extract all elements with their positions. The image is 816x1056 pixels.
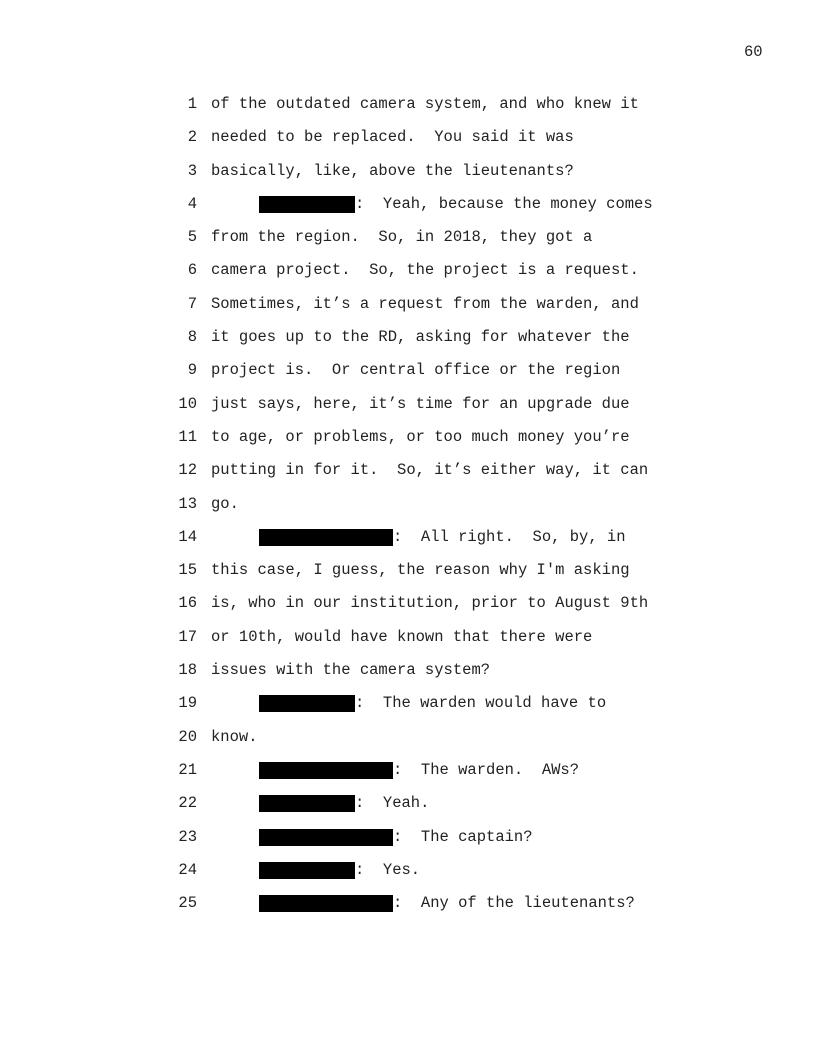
transcript-line xyxy=(0,426,816,459)
line-text: it goes up to the RD, asking for whatever the xyxy=(211,328,630,347)
line-text: know. xyxy=(211,727,258,746)
transcript-line xyxy=(0,859,816,892)
line-number: 16 xyxy=(178,594,197,613)
line-number: 14 xyxy=(178,527,197,546)
line-text: camera project. So, the project is a request. xyxy=(211,261,639,280)
transcript-line xyxy=(0,659,816,692)
line-text: this case, I guess, the reason why I'm asking xyxy=(211,561,630,580)
line-text: needed to be replaced. You said it was xyxy=(211,128,574,147)
line-number: 19 xyxy=(178,694,197,713)
line-number: 6 xyxy=(187,261,197,280)
line-number: 3 xyxy=(187,161,197,180)
line-text: Sometimes, it’s a request from the warden, and xyxy=(211,294,639,313)
line-number: 18 xyxy=(178,661,197,680)
line-text: issues with the camera system? xyxy=(211,661,491,680)
transcript-line xyxy=(0,493,816,526)
speaker-turn xyxy=(259,526,626,548)
transcript-line xyxy=(0,759,816,792)
redacted-speaker-name xyxy=(259,895,393,912)
line-text: basically, like, above the lieutenants? xyxy=(211,161,574,180)
speech-text: : Yeah, because the money comes xyxy=(355,194,653,213)
line-number: 17 xyxy=(178,627,197,646)
line-number: 10 xyxy=(178,394,197,413)
transcript-line xyxy=(0,692,816,725)
redacted-speaker-name xyxy=(259,529,393,546)
transcript-line xyxy=(0,559,816,592)
transcript-line xyxy=(0,626,816,659)
transcript-line xyxy=(0,293,816,326)
speech-text: : Yes. xyxy=(355,860,421,879)
transcript-line xyxy=(0,226,816,259)
transcript-line xyxy=(0,93,816,126)
speaker-turn xyxy=(259,859,420,881)
transcript-line xyxy=(0,259,816,292)
redacted-speaker-name xyxy=(259,795,355,812)
transcript-line xyxy=(0,526,816,559)
speaker-turn xyxy=(259,759,579,781)
speech-text: : The captain? xyxy=(393,827,533,846)
speech-text: : The warden. AWs? xyxy=(393,760,580,779)
speaker-turn xyxy=(259,892,635,914)
line-number: 5 xyxy=(187,228,197,247)
redacted-speaker-name xyxy=(259,862,355,879)
transcript-line xyxy=(0,792,816,825)
line-number: 22 xyxy=(178,794,197,813)
speaker-turn xyxy=(259,692,606,714)
page-number: 60 xyxy=(744,43,763,61)
line-text: just says, here, it’s time for an upgrade due xyxy=(211,394,630,413)
speaker-turn xyxy=(259,193,653,215)
transcript-line xyxy=(0,726,816,759)
line-number: 23 xyxy=(178,827,197,846)
line-number: 20 xyxy=(178,727,197,746)
line-number: 8 xyxy=(187,328,197,347)
transcript-line xyxy=(0,393,816,426)
transcript-line xyxy=(0,826,816,859)
line-text: from the region. So, in 2018, they got a xyxy=(211,228,593,247)
speech-text: : All right. So, by, in xyxy=(393,527,626,546)
line-number: 4 xyxy=(187,194,197,213)
redacted-speaker-name xyxy=(259,196,355,213)
line-number: 12 xyxy=(178,461,197,480)
transcript-line xyxy=(0,459,816,492)
transcript-line xyxy=(0,126,816,159)
line-number: 25 xyxy=(178,894,197,913)
speaker-turn xyxy=(259,826,533,848)
transcript-line xyxy=(0,359,816,392)
transcript-line xyxy=(0,592,816,625)
line-text: go. xyxy=(211,494,239,513)
speech-text: : Yeah. xyxy=(355,794,430,813)
speech-text: : Any of the lieutenants? xyxy=(393,894,635,913)
redacted-speaker-name xyxy=(259,829,393,846)
line-number: 15 xyxy=(178,561,197,580)
redacted-speaker-name xyxy=(259,695,355,712)
redacted-speaker-name xyxy=(259,762,393,779)
line-text: or 10th, would have known that there were xyxy=(211,627,593,646)
line-number: 11 xyxy=(178,427,197,446)
speaker-turn xyxy=(259,792,429,814)
line-number: 9 xyxy=(187,361,197,380)
line-text: to age, or problems, or too much money you’re xyxy=(211,427,630,446)
transcript-line xyxy=(0,193,816,226)
line-number: 7 xyxy=(187,294,197,313)
line-text: is, who in our institution, prior to August 9th xyxy=(211,594,649,613)
line-number: 21 xyxy=(178,760,197,779)
transcript-line xyxy=(0,160,816,193)
line-number: 13 xyxy=(178,494,197,513)
line-number: 1 xyxy=(187,95,197,113)
line-number: 2 xyxy=(187,128,197,147)
line-text: project is. Or central office or the region xyxy=(211,361,621,380)
line-text: putting in for it. So, it’s either way, it can xyxy=(211,461,649,480)
line-text: of the outdated camera system, and who knew it xyxy=(211,95,639,113)
line-number: 24 xyxy=(178,860,197,879)
transcript-body xyxy=(0,93,816,925)
transcript-line xyxy=(0,326,816,359)
transcript-line xyxy=(0,892,816,925)
speech-text: : The warden would have to xyxy=(355,694,607,713)
